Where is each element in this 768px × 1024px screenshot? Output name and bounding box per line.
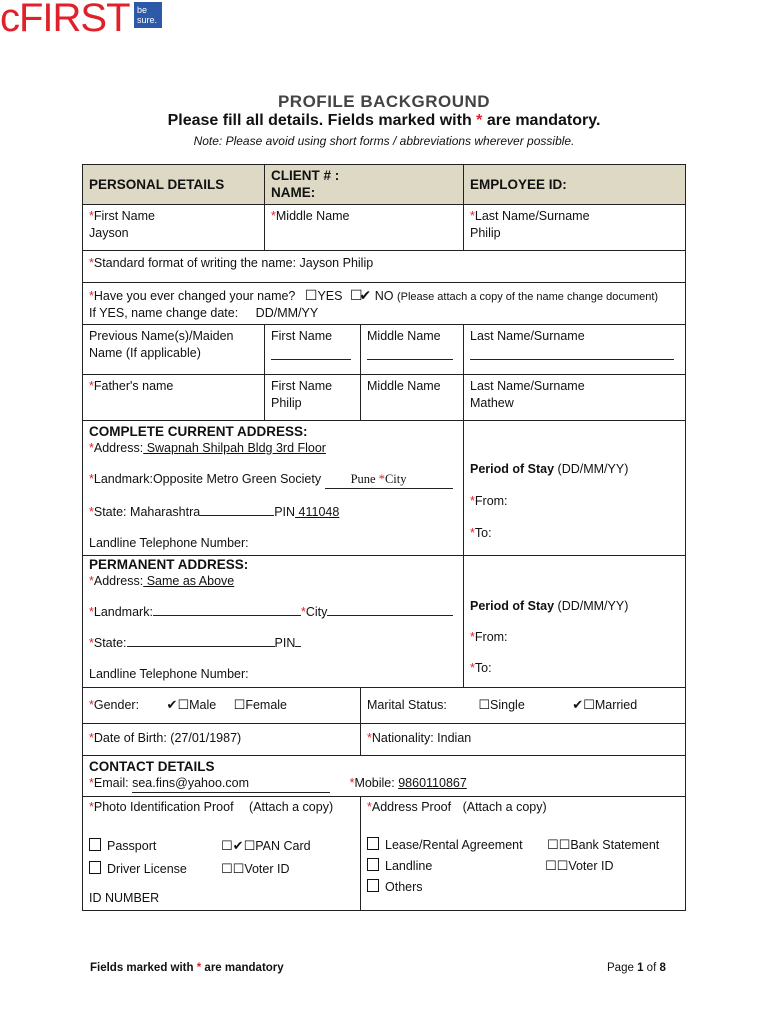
- first-name-value: Jayson: [89, 226, 129, 240]
- standard-name-text: Standard format of writing the name: Jayson Philip: [93, 256, 374, 270]
- permanent-period-format: (DD/MM/YY): [557, 599, 629, 613]
- name-change-date-label: If YES, name change date:: [89, 306, 239, 320]
- mandatory-star: *: [470, 209, 475, 223]
- first-name-label: First Name: [93, 209, 155, 223]
- contact-heading: CONTACT DETAILS: [89, 759, 215, 774]
- previous-names-row: [83, 325, 686, 375]
- nationality-text: Nationality: Indian: [371, 731, 472, 745]
- current-address-row: [83, 421, 686, 556]
- current-state-label: State:: [93, 505, 127, 519]
- mandatory-star: *: [89, 256, 94, 270]
- father-first-cell[interactable]: [265, 375, 361, 421]
- previous-first-cell[interactable]: [265, 325, 361, 375]
- father-name-label: Father's name: [93, 379, 174, 393]
- married-checkbox[interactable]: ✔☐: [572, 698, 595, 713]
- address-proof-cell: [361, 797, 686, 911]
- current-from-field[interactable]: From:: [474, 494, 508, 508]
- profile-form: [82, 164, 686, 911]
- no-note: (Please attach a copy of the name change document): [396, 291, 659, 303]
- others-checkbox[interactable]: [367, 879, 379, 892]
- current-period-label: Period of Stay: [470, 462, 555, 476]
- previous-last-line[interactable]: [470, 359, 674, 360]
- mandatory-star: *: [89, 605, 94, 619]
- mandatory-star: *: [89, 731, 94, 745]
- father-first-label: First Name: [271, 379, 333, 393]
- gender-label: Gender:: [93, 698, 140, 712]
- instruction-text-end: are mandatory.: [486, 112, 601, 129]
- mandatory-star: *: [367, 800, 372, 814]
- married-label: Married: [594, 698, 638, 712]
- first-name-cell[interactable]: [83, 205, 265, 251]
- checkmark-icon: ✔: [166, 698, 178, 713]
- id-number-label[interactable]: ID NUMBER: [89, 891, 160, 905]
- permanent-landmark-label: Landmark:: [93, 605, 153, 619]
- instruction-text: Please fill all details. Fields marked with: [167, 112, 472, 129]
- mandatory-star: *: [367, 731, 372, 745]
- others-label: Others: [385, 880, 423, 894]
- previous-middle-cell[interactable]: [361, 325, 464, 375]
- current-landmark-label: Landmark:: [93, 472, 153, 486]
- page-total: 8: [659, 962, 666, 974]
- permanent-address-cell: [83, 556, 464, 688]
- middle-name-cell[interactable]: [265, 205, 464, 251]
- current-state-value[interactable]: Maharashtra: [130, 505, 201, 519]
- previous-last-label: Last Name/Surname: [470, 329, 585, 343]
- mandatory-star: *: [196, 962, 202, 974]
- voter-id-checkbox[interactable]: ☐☐: [221, 862, 245, 877]
- name-change-date-field[interactable]: DD/MM/YY: [255, 306, 319, 320]
- permanent-address-row: [83, 556, 686, 688]
- last-name-cell[interactable]: [464, 205, 686, 251]
- permanent-city-line[interactable]: [327, 615, 453, 616]
- passport-checkbox[interactable]: [89, 838, 101, 851]
- current-city-field[interactable]: [325, 471, 453, 489]
- yes-checkbox[interactable]: ☐: [304, 288, 318, 304]
- page-of-label: of: [646, 962, 657, 974]
- nationality-cell[interactable]: [361, 724, 686, 756]
- employee-id-header[interactable]: EMPLOYEE ID:: [464, 165, 686, 205]
- previous-middle-line[interactable]: [367, 359, 453, 360]
- landline-checkbox[interactable]: [367, 858, 379, 871]
- passport-option[interactable]: [89, 835, 221, 858]
- contact-row: [83, 756, 686, 797]
- header-row: [83, 165, 686, 205]
- checkmark-icon: ✔: [359, 288, 372, 304]
- mandatory-star: *: [89, 800, 94, 814]
- previous-names-label: Previous Name(s)/Maiden Name (If applicable): [83, 325, 265, 375]
- mandatory-star: *: [89, 574, 94, 588]
- client-header: [265, 165, 464, 205]
- single-checkbox[interactable]: ☐: [478, 698, 491, 713]
- mandatory-star: *: [89, 636, 94, 650]
- previous-last-cell[interactable]: [464, 325, 686, 375]
- footer-note: [90, 962, 284, 974]
- father-middle-label: Middle Name: [367, 379, 441, 393]
- permanent-address-heading: PERMANENT ADDRESS:: [89, 557, 249, 572]
- current-city-label: City: [384, 472, 407, 486]
- mandatory-star: *: [349, 776, 355, 790]
- mandatory-star: *: [89, 698, 94, 712]
- dob-text: Date of Birth: (27/01/1987): [93, 731, 242, 745]
- male-label: Male: [189, 698, 217, 712]
- permanent-address-value[interactable]: Same as Above: [143, 574, 235, 588]
- permanent-period-label: Period of Stay: [470, 599, 555, 613]
- email-label: Email:: [93, 776, 133, 790]
- middle-name-label: Middle Name: [275, 209, 350, 223]
- male-checkbox[interactable]: ✔☐: [166, 698, 190, 713]
- mandatory-star: *: [470, 661, 475, 675]
- last-name-value: Philip: [470, 226, 501, 240]
- name-change-row: [83, 283, 686, 325]
- father-name-label-cell: [83, 375, 265, 421]
- checkmark-icon: ✔: [232, 839, 244, 854]
- bank-statement-label: Bank Statement: [570, 838, 660, 852]
- last-name-label: Last Name/Surname: [474, 209, 590, 223]
- mandatory-star: *: [476, 112, 483, 129]
- permanent-state-label: State:: [93, 636, 127, 650]
- instructions: [0, 112, 768, 130]
- footer-note-text: Fields marked with: [90, 962, 194, 974]
- current-address-label: Address:: [93, 441, 144, 455]
- mandatory-star: *: [89, 209, 94, 223]
- current-city-value: Pune: [350, 472, 376, 486]
- pan-label: PAN Card: [255, 839, 311, 853]
- checkmark-icon: ✔: [572, 698, 584, 713]
- permanent-landmark-line[interactable]: [153, 615, 301, 616]
- previous-first-line[interactable]: [271, 359, 351, 360]
- page-number: [607, 962, 666, 974]
- gender-marital-row: [83, 688, 686, 724]
- current-landmark-value[interactable]: Opposite Metro Green Society: [152, 472, 322, 486]
- father-last-label: Last Name/Surname: [470, 379, 585, 393]
- father-middle-cell[interactable]: [361, 375, 464, 421]
- passport-label: Passport: [107, 839, 157, 853]
- current-address-value[interactable]: Swapnah Shilpah Bldg 3rd Floor: [143, 441, 326, 455]
- name-row: [83, 205, 686, 251]
- female-label: Female: [245, 698, 288, 712]
- page-current: 1: [637, 962, 644, 974]
- mandatory-star: *: [470, 526, 475, 540]
- page-title: PROFILE BACKGROUND: [277, 93, 491, 108]
- current-landline-label[interactable]: Landline Telephone Number:: [89, 536, 249, 550]
- permanent-address-label: Address:: [93, 574, 144, 588]
- personal-details-header: PERSONAL DETAILS: [83, 165, 265, 205]
- photo-id-cell: [83, 797, 361, 911]
- photo-id-label: Photo Identification Proof: [93, 800, 234, 814]
- gender-cell: [83, 688, 361, 724]
- driver-license-label: Driver License: [107, 862, 187, 876]
- standard-name-row: [83, 251, 686, 283]
- page-label: Page: [607, 962, 634, 974]
- address-proof-attach-note: (Attach a copy): [462, 800, 547, 814]
- permanent-to-field[interactable]: To:: [474, 661, 492, 675]
- permanent-pin-label: PIN: [274, 636, 296, 650]
- bank-statement-checkbox[interactable]: ☐☐: [547, 838, 571, 853]
- permanent-pin-line[interactable]: [295, 646, 301, 647]
- permanent-period-cell: [464, 556, 686, 688]
- lease-checkbox[interactable]: [367, 837, 379, 850]
- brand-logo-text: cFIRST: [0, 0, 130, 40]
- driver-license-option[interactable]: [89, 858, 221, 881]
- father-first-value: Philip: [271, 396, 302, 410]
- dob-nationality-row: [83, 724, 686, 756]
- name-change-cell: [83, 283, 686, 325]
- mandatory-star: *: [89, 379, 94, 393]
- current-address-heading: COMPLETE CURRENT ADDRESS:: [89, 424, 308, 439]
- single-label: Single: [490, 698, 525, 712]
- no-checkbox[interactable]: ☐✔: [349, 288, 372, 304]
- client-number-label: CLIENT # :: [271, 168, 340, 183]
- mandatory-star: *: [89, 776, 94, 790]
- mandatory-star: *: [89, 505, 94, 519]
- voter-id-label: Voter ID: [244, 862, 290, 876]
- father-last-cell[interactable]: [464, 375, 686, 421]
- mandatory-star: *: [470, 494, 475, 508]
- father-name-row: [83, 375, 686, 421]
- mandatory-star: *: [89, 472, 94, 486]
- note: Note: Please avoid using short forms / abbreviations wherever possible.: [193, 134, 575, 148]
- contact-cell: [83, 756, 686, 797]
- yes-label: YES: [317, 289, 343, 303]
- previous-first-label: First Name: [271, 329, 333, 343]
- landline-option[interactable]: [367, 856, 545, 877]
- female-checkbox[interactable]: ☐: [233, 698, 246, 713]
- mandatory-star: *: [470, 630, 475, 644]
- address-voter-checkbox[interactable]: ☐☐: [545, 859, 569, 874]
- previous-middle-label: Middle Name: [367, 329, 441, 343]
- permanent-state-line[interactable]: [127, 646, 275, 647]
- name-change-question: Have you ever changed your name?: [93, 289, 296, 303]
- mandatory-star: *: [300, 605, 306, 619]
- marital-label: Marital Status:: [367, 698, 447, 712]
- email-value: sea.fins@yahoo.com: [132, 776, 249, 790]
- page-title-wrap: [0, 93, 768, 108]
- lease-label: Lease/Rental Agreement: [385, 838, 523, 852]
- current-pin-label: PIN: [274, 505, 296, 519]
- client-name-label: NAME:: [271, 185, 316, 200]
- logo-tag-line1: be: [137, 5, 148, 15]
- marital-cell: [361, 688, 686, 724]
- current-to-field[interactable]: To:: [474, 526, 492, 540]
- address-voter-label: Voter ID: [568, 859, 614, 873]
- lease-option[interactable]: [367, 835, 547, 856]
- logo-tag-line2: sure.: [137, 15, 158, 25]
- address-proof-label: Address Proof: [371, 800, 452, 814]
- father-last-value: Mathew: [470, 396, 514, 410]
- permanent-from-field[interactable]: From:: [474, 630, 508, 644]
- permanent-landline-label[interactable]: Landline Telephone Number:: [89, 667, 249, 681]
- email-field[interactable]: [132, 775, 330, 793]
- mandatory-star: *: [89, 289, 94, 303]
- current-state-line[interactable]: [200, 515, 274, 516]
- permanent-city-label: City: [305, 605, 328, 619]
- driver-license-checkbox[interactable]: [89, 861, 101, 874]
- mandatory-star: *: [378, 472, 385, 486]
- brand-logo-badge: [134, 2, 162, 28]
- footer-note-end: are mandatory: [204, 962, 284, 974]
- photo-id-attach-note: (Attach a copy): [249, 800, 334, 814]
- others-option[interactable]: [367, 877, 679, 898]
- pan-checkbox[interactable]: ☐✔☐: [221, 839, 256, 854]
- current-period-format: (DD/MM/YY): [557, 462, 629, 476]
- no-label: NO: [374, 289, 394, 303]
- proof-row: [83, 797, 686, 911]
- mandatory-star: *: [89, 441, 94, 455]
- current-address-cell: [83, 421, 464, 556]
- mobile-value[interactable]: 9860110867: [398, 776, 467, 790]
- standard-name-cell[interactable]: [83, 251, 686, 283]
- dob-cell[interactable]: [83, 724, 361, 756]
- mandatory-star: *: [271, 209, 276, 223]
- current-pin-value[interactable]: 411048: [295, 505, 340, 519]
- current-period-cell: [464, 421, 686, 556]
- mobile-label: Mobile:: [354, 776, 399, 790]
- landline-label: Landline: [385, 859, 433, 873]
